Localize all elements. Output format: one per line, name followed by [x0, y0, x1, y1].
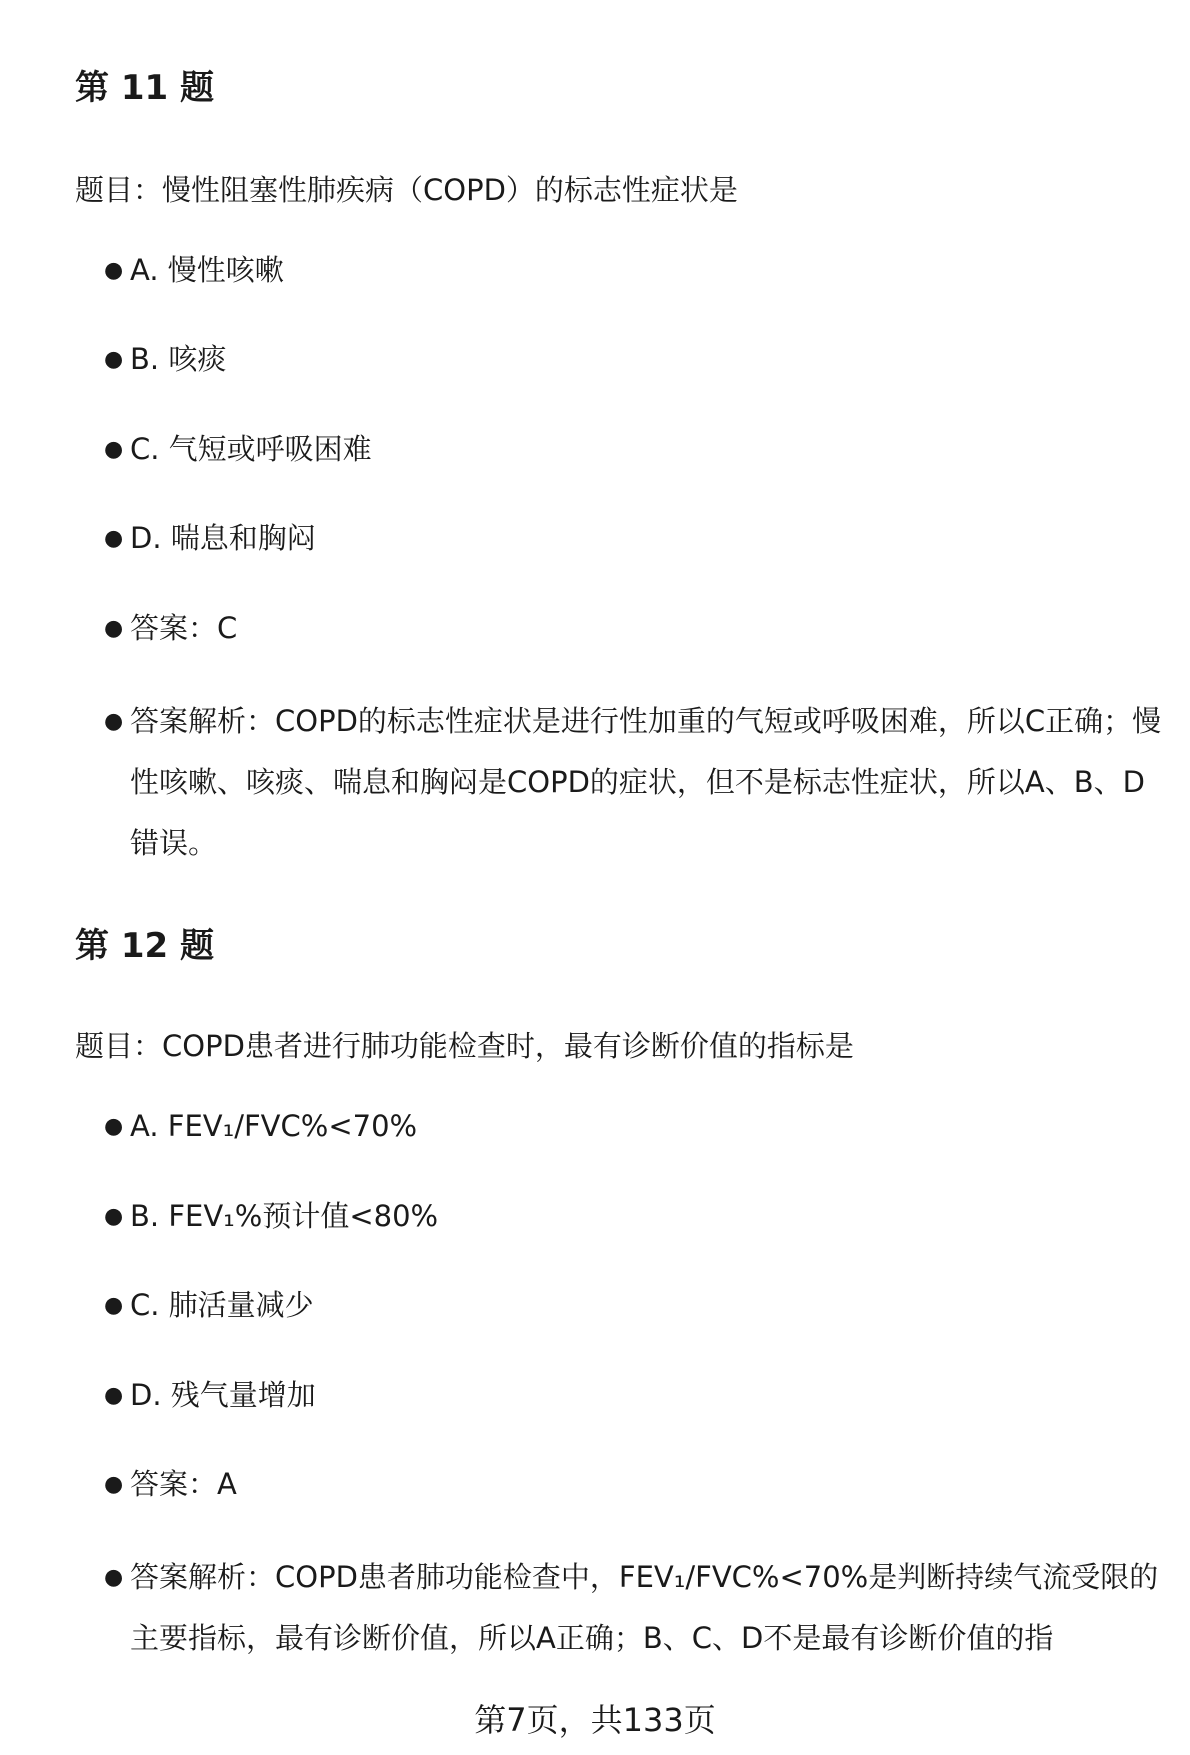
option-text: D. 残气量增加 — [130, 1378, 316, 1412]
answer-text: 答案：C — [130, 611, 238, 645]
bullet-icon: ● — [104, 526, 124, 551]
question-11 — [75, 68, 1165, 860]
option-d — [75, 508, 1165, 558]
bullet-icon: ● — [104, 437, 124, 462]
question-heading: 第 12 题 — [75, 926, 214, 966]
answer-text: 答案：A — [130, 1467, 237, 1501]
answer — [75, 1454, 1165, 1504]
bullet-icon: ● — [104, 1293, 124, 1318]
option-text: A. 慢性咳嗽 — [130, 253, 284, 287]
bullet-icon: ● — [104, 1114, 124, 1139]
answer — [75, 598, 1165, 648]
bullet-icon: ● — [104, 616, 124, 641]
option-b — [75, 1186, 1165, 1236]
bullet-icon: ● — [104, 1383, 124, 1408]
bullet-icon: ● — [104, 1565, 124, 1590]
option-c — [75, 1275, 1165, 1325]
option-a — [75, 240, 1165, 290]
question-heading: 第 11 题 — [75, 68, 214, 108]
answer-explanation — [75, 691, 1165, 874]
option-b — [75, 329, 1165, 379]
bullet-icon: ● — [104, 709, 124, 734]
option-d — [75, 1365, 1165, 1415]
option-c — [75, 419, 1165, 469]
bullet-icon: ● — [104, 258, 124, 283]
option-a — [75, 1096, 1165, 1146]
explanation-text: 答案解析：COPD患者肺功能检查中，FEV₁/FVC%<70%是判断持续气流受限的主要指标，最有诊断价值，所以A正确；B、C、D不是最有诊断价值的指 — [130, 1560, 1159, 1655]
option-text: B. FEV₁%预计值<80% — [130, 1199, 439, 1233]
bullet-icon: ● — [104, 347, 124, 372]
option-text: D. 喘息和胸闷 — [130, 521, 316, 555]
explanation-text: 答案解析：COPD的标志性症状是进行性加重的气短或呼吸困难，所以C正确；慢性咳嗽、咳痰、喘息和胸闷是COPD的症状，但不是标志性症状，所以A、B、D错误。 — [130, 704, 1162, 860]
question-stem: 题目：慢性阻塞性肺疾病（COPD）的标志性症状是 — [75, 173, 738, 207]
option-text: C. 气短或呼吸困难 — [130, 432, 372, 466]
bullet-icon: ● — [104, 1472, 124, 1497]
page-footer: 第7页，共133页 — [474, 1701, 716, 1739]
option-text: C. 肺活量减少 — [130, 1288, 314, 1322]
answer-explanation — [75, 1547, 1165, 1669]
question-stem: 题目：COPD患者进行肺功能检查时，最有诊断价值的指标是 — [75, 1029, 854, 1063]
option-text: A. FEV₁/FVC%<70% — [130, 1109, 418, 1143]
option-text: B. 咳痰 — [130, 342, 227, 376]
bullet-icon: ● — [104, 1204, 124, 1229]
question-12 — [75, 926, 1165, 1655]
